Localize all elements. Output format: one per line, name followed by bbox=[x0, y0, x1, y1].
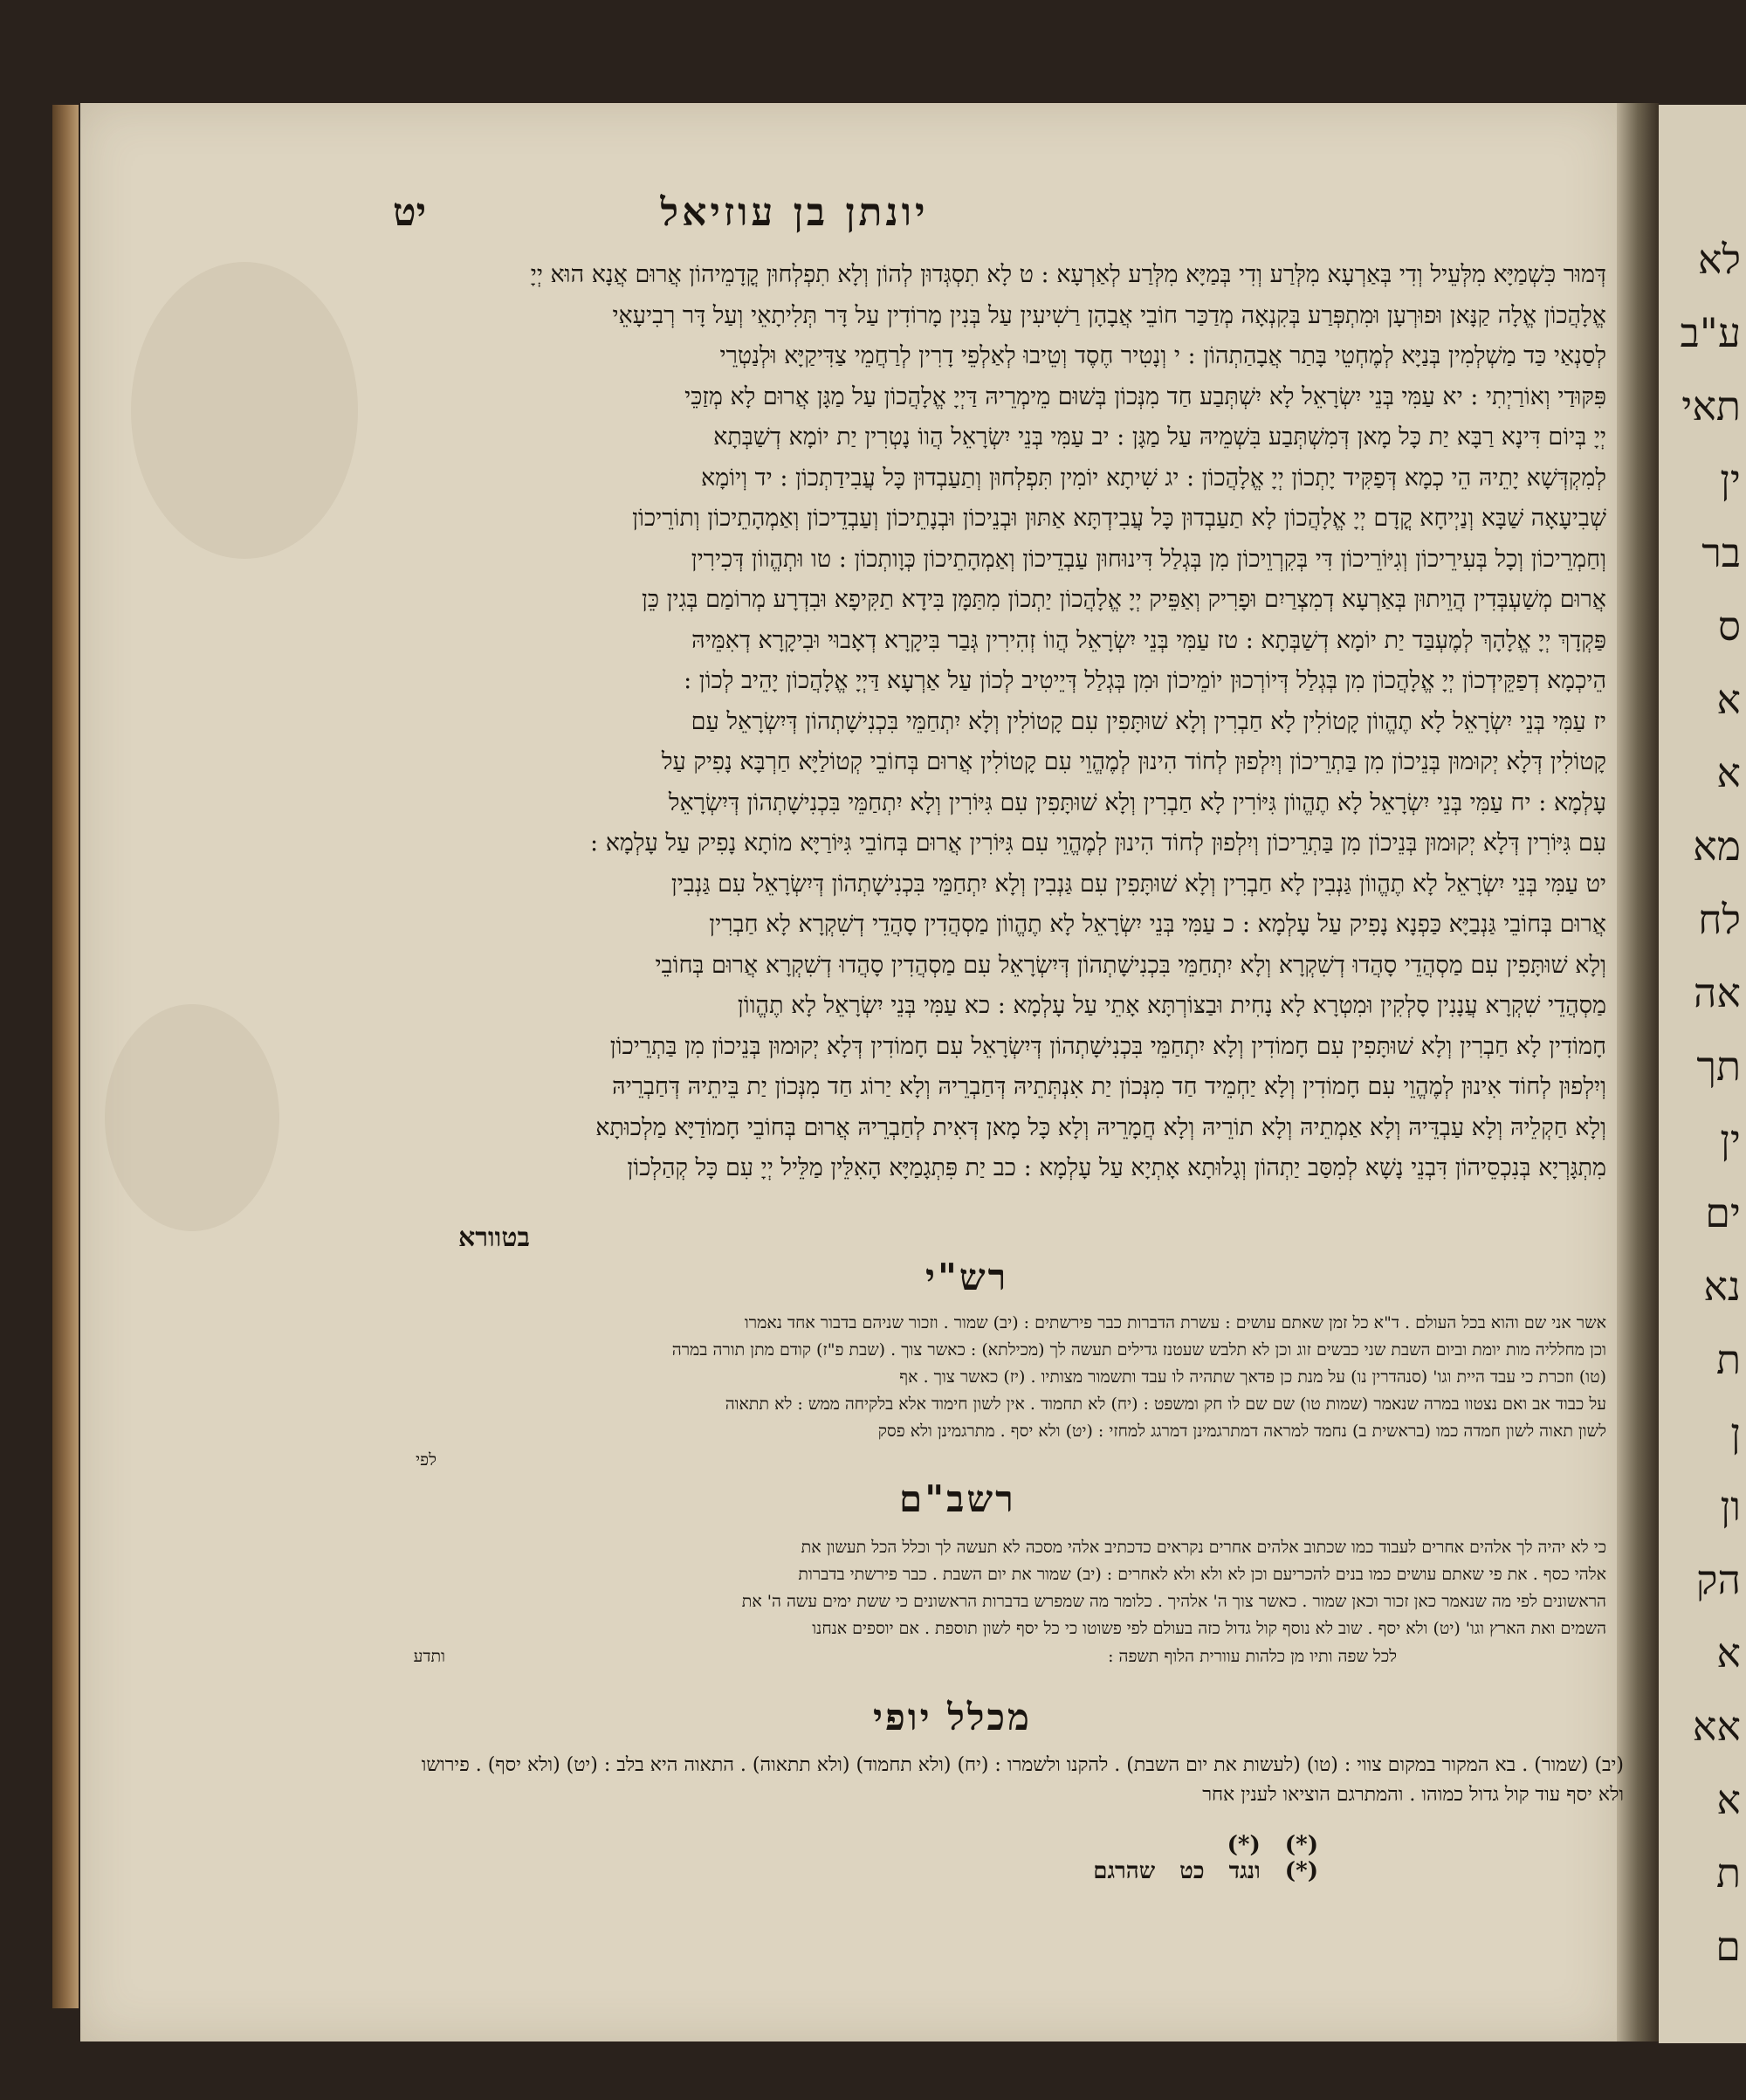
rashbam-line: הראשונים לפי מה שנאמר כאן זכור וכאן שמור . כאשר צוך ה' אלהיך . כלומר מה שמפרש בדברות הראשונים כי ששת ימים עשה ה' את bbox=[741, 1592, 1606, 1611]
footnote-marker: (*) bbox=[1227, 1832, 1261, 1858]
paper-stain bbox=[105, 1004, 279, 1231]
targum-line: עִם גִּיּוֹרִין דְּלָא יְקוּמוּן בְּנֵיכוֹן מִן בַּתְרֵיכוֹן וְיִלְפוּן לְחוֹד הִינוּן לְמֶהֱוֵי עִם גִּיּוֹרִין אֲרוּם בְּחוֹבֵי גִּיּוֹרַיָּא מוֹתָא נָפִיק עַל עָלְמָא : bbox=[590, 830, 1606, 857]
targum-line: הֵיכְמָא דְפַקֵּידְכוֹן יְיָ אֱלָהֲכוֹן מִן בְּגְלַל דְּיוֹרְכוּן יוֹמֵיכוֹן וּמִן בְּגְלַל דְּיֵיטִיב לְכוֹן עַל אַרְעָא דַּיְיָ אֱלָהֲכוֹן יָהֵיב לְכוֹן : bbox=[684, 667, 1606, 694]
facing-page-fragment: ים bbox=[1705, 1189, 1741, 1236]
facing-page-fragment: ת bbox=[1715, 1336, 1741, 1383]
mikhlal-yofi-commentary bbox=[421, 1751, 1624, 1810]
targum-line: מַסְהֲדֵי שִׁקְרָא עֲנָנִין סָלְקִין וּמִטְרָא לָא נָחִית וּבַצּוֹרְתָּא אָתֵי עַל עָלְמָא : כא עַמִּי בְּנֵי יִשְׂרָאֵל לָא תֶהֱווֹן bbox=[737, 992, 1606, 1019]
rashi-commentary bbox=[244, 1310, 1606, 1445]
facing-page-fragment: נא bbox=[1703, 1263, 1741, 1310]
mikhlal-line: ולא יסף עוד קול גדול כמוהו . והמתרגם הוציאו לענין אחר bbox=[1202, 1784, 1624, 1806]
facing-page-fragment: ין bbox=[1720, 1116, 1741, 1163]
targum-line: דְּמוּר כִּשְׁמַיָּא מִלְּעֵיל וְדִי בְּאַרְעָא מִלְּרַע וְדִי בְּמַיָּא מִלְּרַע לְאַרְעָא : ט לָא תִסְגְּדוּן לְהוֹן וְלָא תִפְלְחוּן קֳדָמֵיהוֹן אֲרוּם אֲנָא הוּא יְיָ bbox=[530, 261, 1606, 288]
facing-page-fragment: לא bbox=[1697, 236, 1741, 283]
facing-page-fragment: לח bbox=[1698, 896, 1741, 943]
facing-page-fragment: בר bbox=[1701, 529, 1741, 576]
footnote-marker: כט bbox=[1179, 1858, 1205, 1884]
footnote-marker: (*) bbox=[1284, 1832, 1318, 1858]
rashbam-last-line: לכל שפה ותיו מן כלהות עוורית הלוף תשפה : bbox=[1108, 1647, 1397, 1666]
facing-page-fragment: ם bbox=[1715, 1923, 1741, 1970]
running-head-title: יונתן בן עוזיאל bbox=[660, 190, 929, 235]
rashi-line: לשון תאוה לשון חמדה כמו (בראשית ב) נחמד למראה דמתרגמינן דמרגג למחזי : (יט) ולא יסף . מתרגמינן ולא פסק bbox=[877, 1422, 1606, 1441]
targum-line: יז עַמִּי בְּנֵי יִשְׂרָאֵל לָא תֶהֱווֹן קָטוֹלִין לָא חַבְרִין וְלָא שׁוּתָּפִין עִם קָטוֹלִין וְלָא יִתְחַמֵּי בִּכְנִישָׁתְהוֹן דְּיִשְׂרָאֵל עַם bbox=[691, 707, 1606, 735]
facing-page-fragment: ת bbox=[1715, 1849, 1741, 1897]
facing-page-edge bbox=[1659, 105, 1746, 2043]
targum-line: מִתְגָּרְיָא בְּנִכְסֵיהוֹן דִּבְנֵי נָשָׁא לְמִסַּב יַתְהוֹן וְגָלוּתָא אָתְיָא עַל עָלְמָא : כב יַת פִּתְגָמַיָּא הָאִלֵּין מַלֵּיל יְיָ עִם כָּל קְהַלְכוֹן bbox=[627, 1154, 1606, 1181]
rashbam-line: אלהי כסף . את פי שאתם עושים כמו בנים להכריעם וכן לא ולא ולא לאחרים : (יב) שמור את יום השבת . כבר פירשתי בדברות bbox=[798, 1565, 1606, 1584]
rashbam-commentary bbox=[244, 1534, 1606, 1642]
facing-page-fragment: ע"ב bbox=[1680, 309, 1741, 356]
targum-line: וְלָא חַקְלֵיהּ וְלָא עַבְדֵּיהּ וְלָא אַמְתֵיהּ וְלָא תוֹרֵיהּ וְלָא חֲמָרֵיהּ וְלָא כָּל מָאן דְּאִית לְחַבְרֵיהּ אֲרוּם בְּחוֹבֵי חָמוֹדַיָּא מַלְכוּתָא bbox=[595, 1113, 1606, 1141]
targum-line: פַּקְדָךְ יְיָ אֱלָהָךְ לְמֶעְבַּד יַת יוֹמָא דְשַׁבְּתָא : טז עַמִּי בְּנֵי יִשְׂרָאֵל הֲווֹ זְהִירִין גְּבַר בִּיקָרָא דְאָבוּי וּבִיקָרָא דְאִמֵּיהּ bbox=[691, 626, 1606, 654]
rashi-line: וכן מחלליה מות יומת וביום השבת שני כבשים זוג וכן לא תלבש שעטנז גדילים תעשה לך (מכילתא) : כאשר צוך . (שבת פ"ז) קודם מתן תורה במרה bbox=[671, 1340, 1606, 1360]
targum-line: לְמִקְדְּשָׁא יָתֵיהּ הֵי כְמָא דְּפַקִּיד יָתְכוֹן יְיָ אֱלָהֲכוֹן : יג שִׁיתָא יוֹמִין תִּפְלְחוּן וְתַעַבְדוּן כָּל עֲבִידַתְכוֹן : יד וְיוֹמָא bbox=[701, 464, 1606, 492]
rashbam-heading: רשב"ם bbox=[899, 1477, 1016, 1520]
targum-line: לְסַנְאַי כַּד מַשְׁלְמִין בְּנַיָּא לְמֶחְטֵי בָּתַר אֲבָהַתְהוֹן : י וְנָטִיר חֶסֶד וְטֵיבוּ לְאַלְפֵי דָרִין לְרַחֲמֵי צַדִּיקַיָּא וּלְנַטְרֵי bbox=[719, 342, 1606, 369]
rashbam-line: כי לא יהיה לך אלהים אחרים לעבוד כמו שכתוב אלהים אחרים נקראים כדכתיב אלהי מסכה לא תעשה לך וכלל הכל תעשון את bbox=[801, 1538, 1606, 1557]
targum-line: וְיִלְפוּן לְחוֹד אִינוּן לְמֶהֱוֵי עִם חָמוֹדִין וְלָא יַחְמֵיד חַד מִנְּכוֹן יַת אִנְתְּתֵיהּ דְּחַבְרֵיהּ וְלָא יַרוֹג חַד מִנְּכוֹן יַת בֵּיתֵיהּ דְּחַבְרֵיהּ bbox=[612, 1073, 1606, 1100]
be-tora-label: בטוורא bbox=[458, 1222, 530, 1253]
facing-page-fragment: ון bbox=[1720, 1483, 1741, 1530]
running-head bbox=[367, 190, 1205, 243]
facing-page-fragment: מא bbox=[1693, 823, 1741, 870]
footnote-marker: (*) bbox=[1284, 1858, 1318, 1884]
targum-line: פִּקּוּדַי וְאוֹרַיְתִי : יא עַמִּי בְּנֵי יִשְׂרָאֵל לָא יִשְׁתְּבַע חַד מִנְּכוֹן בְּשׁוּם מֵימְרֵיהּ דַּיְיָ אֱלָהֲכוֹן עַל מַגָּן אֲרוּם לָא מְזַכֵּי bbox=[684, 382, 1606, 410]
targum-line: יְיָ בְּיוֹם דִּינָא רַבָּא יַת כָּל מָאן דְּמִשְׁתְּבַע בִּשְׁמֵיהּ עַל מַגָּן : יב עַמִּי בְּנֵי יִשְׂרָאֵל הֲווֹ נָטְרִין יַת יוֹמָא דְשַׁבְּתָא bbox=[713, 423, 1606, 451]
targum-line: חָמוֹדִין לָא חַבְרִין וְלָא שׁוּתָּפִין עִם חָמוֹדִין וְלָא יִתְחַמֵּי בִּכְנִישָׁתְהוֹן דְּיִשְׂרָאֵל עִם חָמוֹדִין דְּלָא יְקוּמוּן בְּנֵיכוֹן מִן בַּתְרֵיכוֹן bbox=[609, 1032, 1606, 1060]
facing-page-fragment: ין bbox=[1720, 456, 1741, 503]
facing-page-fragment: ן bbox=[1730, 1409, 1741, 1456]
footnote-marker: שהרגם bbox=[1093, 1858, 1156, 1884]
targum-main-text bbox=[297, 255, 1606, 1189]
rashbam-catchword: ותדע bbox=[413, 1647, 445, 1666]
targum-line: אֱלָהֲכוֹן אֱלָה קַנָּאן וּפוּרְעָן וּמִתְפְּרַע בְּקִנְאָה מְדַכַּר חוֹבֵי אֲבָהָן רַשִׁיעִין עַל בְּנִין מָרוֹדִין עַל דָּר תְּלִיתָאֵי וְעַל דָּר רְבִיעָאֵי bbox=[612, 301, 1606, 329]
rashi-line: אשר אני שם והוא בכל העולם . ד"א כל זמן שאתם עושים : עשרת הדברות כבר פירשתים : (יב) שמור . וזכור שניהם בדבור אחד נאמרו bbox=[744, 1313, 1606, 1332]
targum-line: יט עַמִּי בְּנֵי יִשְׂרָאֵל לָא תֶהֱווֹן גַּנְבִין לָא חַבְרִין וְלָא שׁוּתָּפִין עִם גַּנְבִין וְלָא יִתְחַמֵּי בִּכְנִישָׁתְהוֹן דְּיִשְׂרָאֵל עִם גַּנְבִין bbox=[670, 870, 1606, 898]
footnote-marker: ונגד bbox=[1228, 1858, 1261, 1884]
targum-line: וְלָא שׁוּתָּפִין עִם מַסְהֲדֵי סָהֲדוּ דְשִׁקְרָא וְלָא יִתְחַמֵּי בִּכְנִישָׁתְהוֹן דְּיִשְׂרָאֵל עִם מַסְהֲדִין סָהֲדוּ דְשִׁקְרָא אֲרוּם בְּחוֹבֵי bbox=[655, 951, 1606, 979]
targum-line: וְחַמְרֵיכוֹן וְכָל בְּעִירֵיכוֹן וְגִיּוֹרֵיכוֹן דִּי בְּקִרְוֵיכוֹן מִן בְּגְלַל דִּינוּחוּן עַבְדֵיכוֹן וְאַמְהָתֵיכוֹן כְּוָותְכוֹן : טו וּתְהֱווֹן דְּכִירִין bbox=[691, 545, 1606, 573]
targum-line: אֲרוּם מְשַׁעְבְּדִין הֲוֵיתוּן בְּאַרְעָא דְמִצְרַיִם וּפָרִיק וְאַפֵּיק יְיָ אֱלָהֲכוֹן יַתְכוֹן מִתַּמָּן בִּידָא תַקִּיפָא וּבִדְרָע מְרוֹמַם בְּגִין כֵּן bbox=[641, 586, 1606, 613]
facing-page-fragment: תך bbox=[1696, 1043, 1741, 1090]
facing-page-fragment: תאי bbox=[1681, 382, 1741, 430]
facing-page-fragment: א bbox=[1716, 749, 1741, 796]
facing-page-fragment: אה bbox=[1693, 969, 1741, 1016]
rashi-heading: רש"י bbox=[925, 1256, 1009, 1298]
targum-line: עָלְמָא : יח עַמִּי בְּנֵי יִשְׂרָאֵל לָא תֶהֱווֹן גִּיּוֹרִין לָא חַבְרִין וְלָא שׁוּתָּפִין עִם גִּיּוֹרִין וְלָא יִתְחַמֵּי בִּכְנִישָׁתְהוֹן דְּיִשְׂרָאֵל bbox=[668, 788, 1606, 816]
facing-page-fragment: ס bbox=[1717, 602, 1741, 650]
rashi-catchword: לפי bbox=[416, 1450, 436, 1470]
facing-page-fragment: א bbox=[1716, 1776, 1741, 1823]
page-number: יט bbox=[393, 190, 427, 235]
book-binding-edge bbox=[52, 105, 79, 2008]
facing-page-fragment: א bbox=[1716, 676, 1741, 723]
mikhlal-line: (יב) (שמור) . בא המקור במקום צווי : (טו) (לעשות את יום השבת) . להקנו ולשמרו : (יח) (ולא תחמוד) (ולא תתאוה) . התאוה היא בלב : (יט) (ולא יסף) . פירושו bbox=[421, 1754, 1624, 1776]
targum-line: קָטוֹלִין דְּלָא יְקוּמוּן בְּנֵיכוֹן מִן בַּתְרֵיכוֹן וְיִלְפוּן לְחוֹד הִינוּן לְמֶהֱוֵי עִם קָטוֹלִין אֲרוּם בְּחוֹבֵי קְטוֹלַיָּא חַרְבָּא נָפִיק עַל bbox=[661, 748, 1606, 775]
rashi-line: (טו) וזכרת כי עבד היית וגו' (סנהדרין נו) על מנת כן פדאך שתהיה לו עבד ותשמור מצותיו . (יז) כאשר צוך . אף bbox=[899, 1367, 1606, 1387]
rashi-line: על כבוד אב ואם נצטוו במרה שנאמר (שמות טו) שם שם לו חק ומשפט : (יח) לא תחמוד . אין לשון חימוד אלא בלקיחה ממש : לא תתאוה bbox=[725, 1394, 1606, 1414]
targum-line: אֲרוּם בְּחוֹבֵי גַּנְבַיָּא כַּפְנָא נָפִיק עַל עָלְמָא : כ עַמִּי בְּנֵי יִשְׂרָאֵל לָא תֶהֱווֹן מַסְהֲדִין סָהֲדֵי דְשִׁקְרָא לָא חַבְרִין bbox=[709, 911, 1606, 938]
facing-page-fragment: אא bbox=[1692, 1703, 1741, 1750]
footnote-markers bbox=[1004, 1832, 1318, 1884]
facing-page-fragment: א bbox=[1716, 1629, 1741, 1677]
targum-line: שְׁבִיעָאָה שַׁבָּא וְנַיְיחָא קֳדָם יְיָ אֱלָהֲכוֹן לָא תַעַבְדוּן כָּל עֲבִידְתָּא אַתּוּן וּבְנֵיכוֹן וּבְנָתֵיכוֹן וְעַבְדֵיכוֹן וְאַמְהָתֵיכוֹן וְתוֹרֵיכוֹן bbox=[632, 505, 1606, 532]
rashbam-line: השמים ואת הארץ וגו' (יט) ולא יסף . שוב לא נוסף קול גדול כזה בעולם לפי פשוטו כי כל יסף לשון תוספת . אם יוספים אנחנו bbox=[812, 1619, 1606, 1638]
facing-page-fragment: הק bbox=[1695, 1556, 1741, 1603]
mikhlal-yofi-heading: מכלל יופי bbox=[873, 1696, 1032, 1739]
